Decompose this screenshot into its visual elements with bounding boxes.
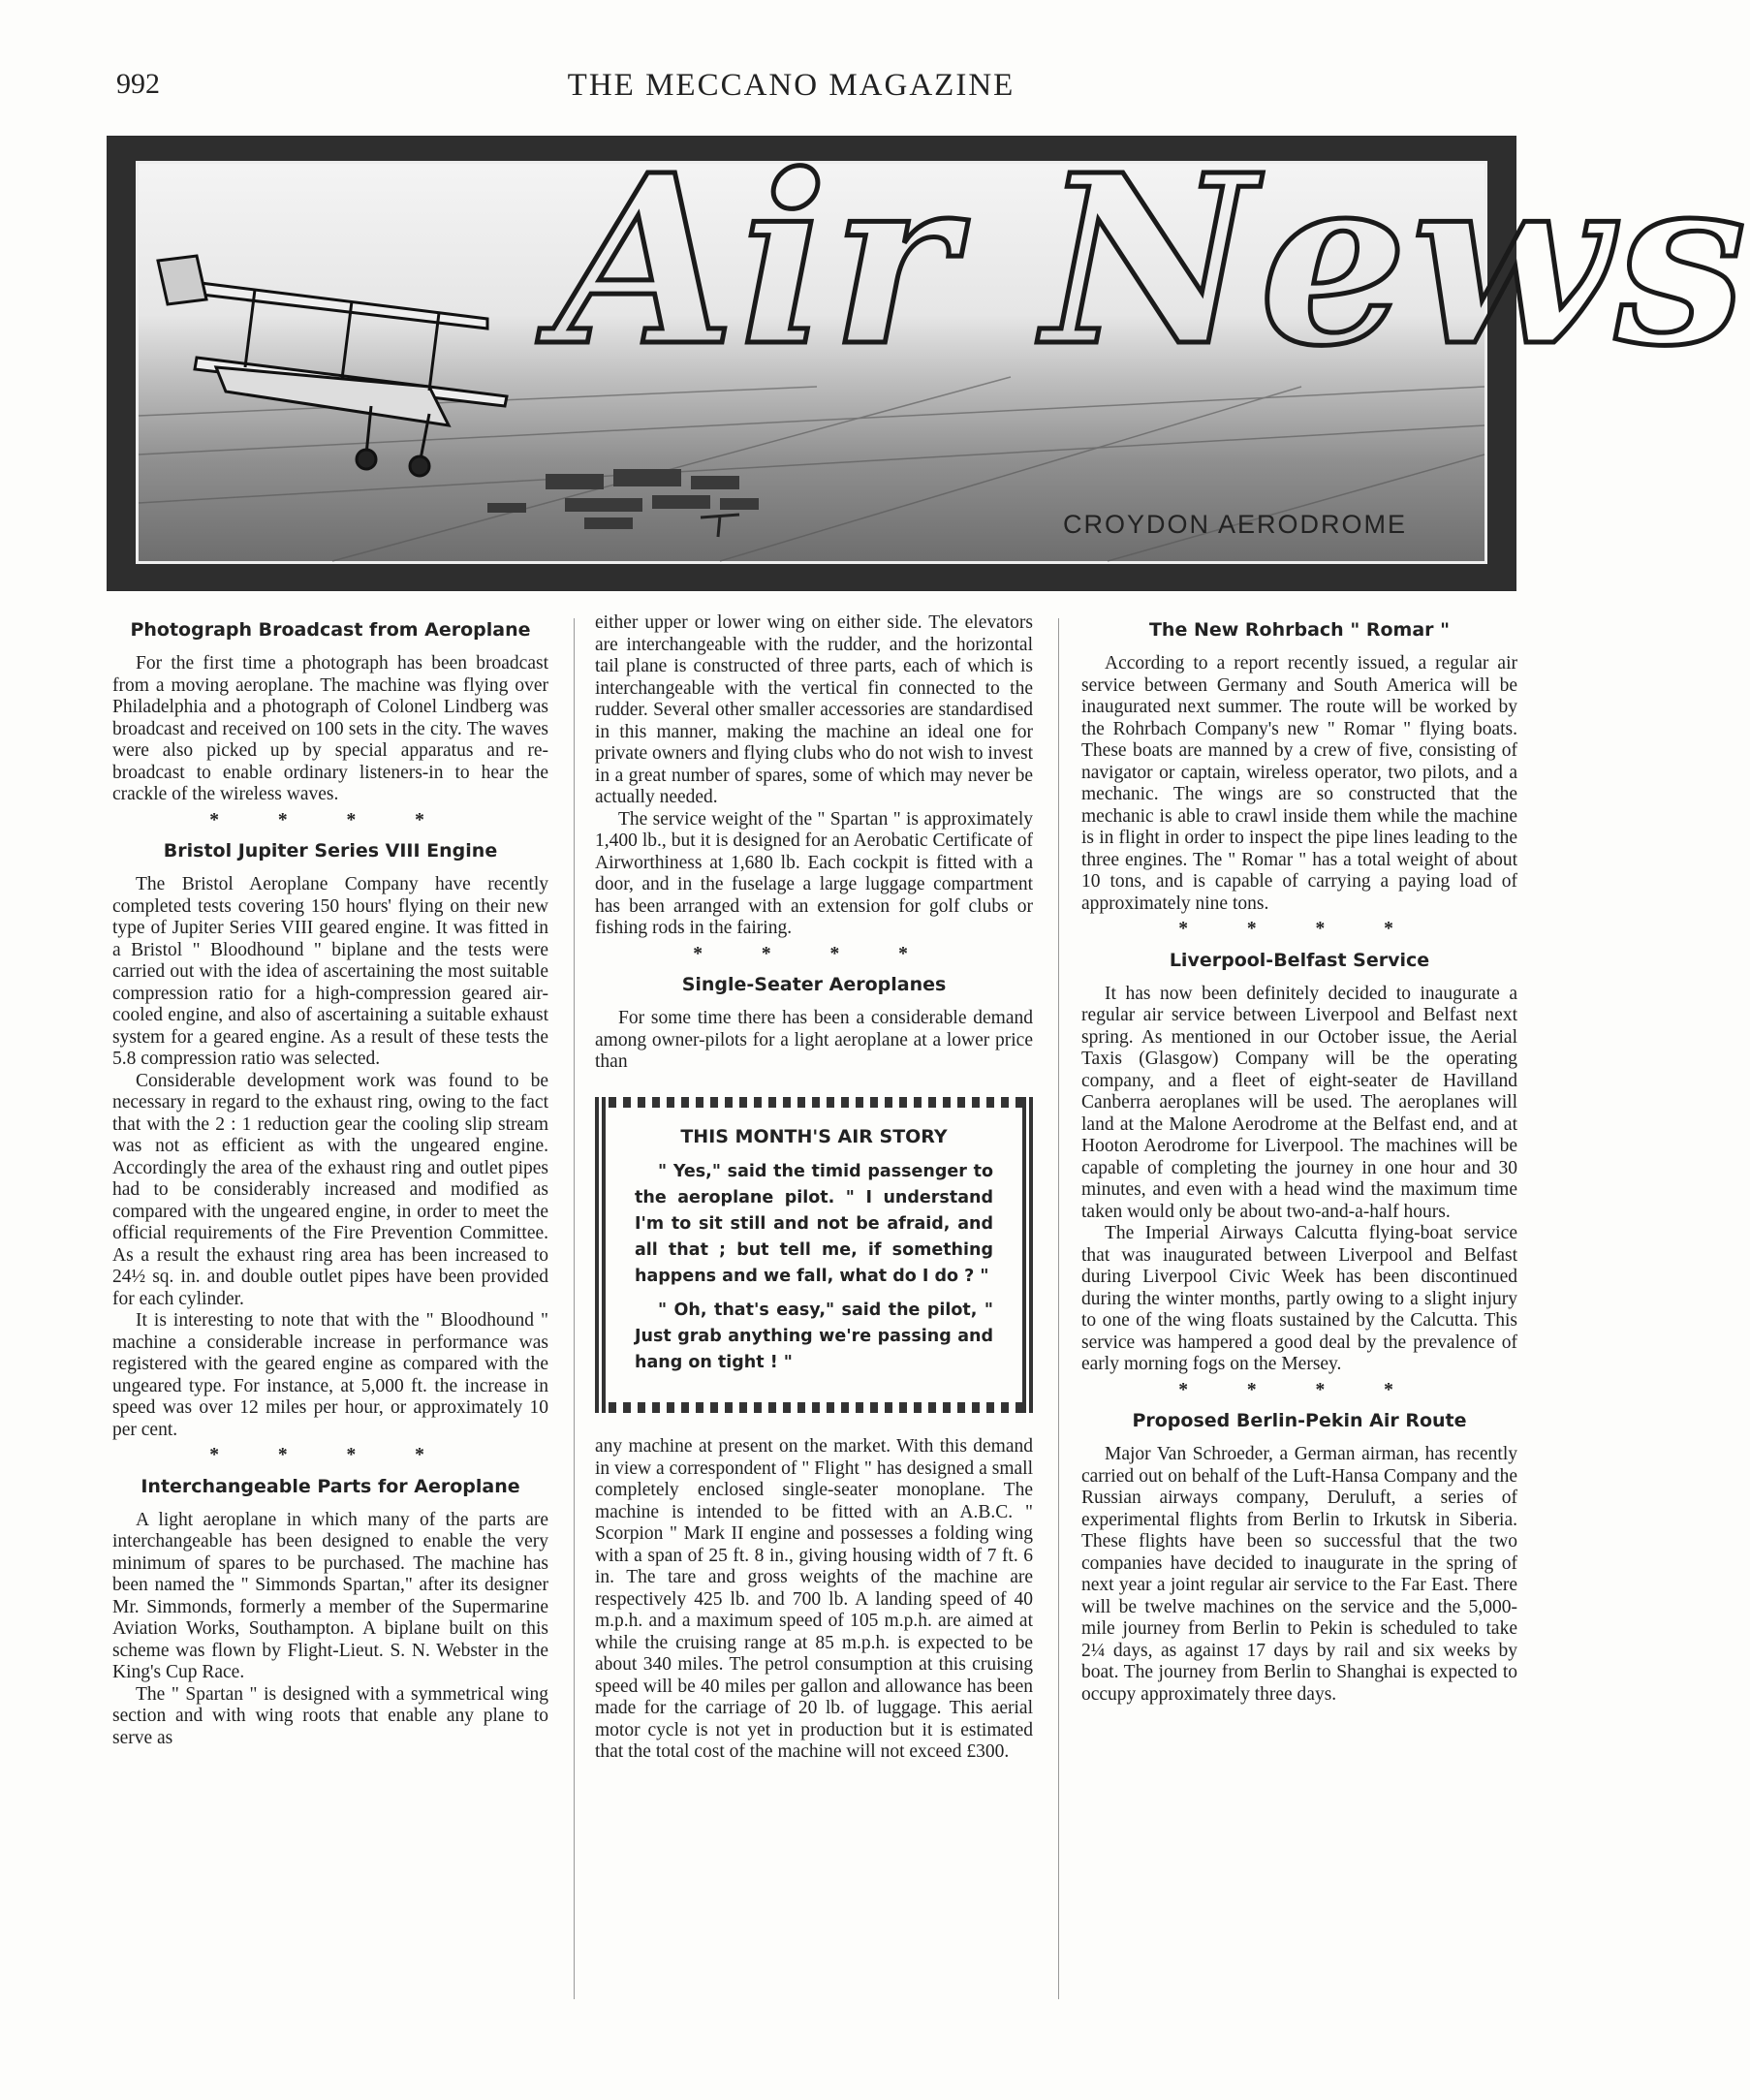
hangars-group: [487, 469, 759, 529]
article-paragraph: It has now been definitely decided to inaugurate a regular air service between Liverpool and Belfast next spring. As mentioned in our October issue, the Aerial Taxis (Glasgow) Company will be the operating company, and a fleet of eight-seater de Havilland Canberra aeroplanes will be used. The aeroplanes will land at the Malone Aerodrome at the Belfast end, and at Hooton Aerodrome for Liverpool. The machines will be capable of completing the journey in one hour and 30 minutes, and even with a head wind the maximum time taken would only be about two-and-a-half hours.: [1081, 983, 1517, 1222]
article-paragraph: The Bristol Aeroplane Company have recently completed tests covering 150 hours' flying on their new type of Jupiter Series VIII geared engine. It was fitted in a Bristol " Bloodhound " biplane and the tests were carried out with the idea of ascertaining the most suitable compression ratio for a high-compression geared air-cooled engine, and also of ascertaining a suitable exhaust system for a geared engine. As a result of these tests the 5.8 compression ratio was selected.: [112, 874, 548, 1069]
magazine-title: THE MECCANO MAGAZINE: [567, 68, 1016, 103]
article-paragraph: For some time there has been a considerable demand among owner-pilots for a light aeroplane at a lower price than: [595, 1008, 1033, 1072]
air-story-heading: THIS MONTH'S AIR STORY: [680, 1125, 948, 1147]
article-heading: Photograph Broadcast from Aeroplane: [130, 619, 531, 641]
air-story-paragraph: " Yes," said the timid passenger to the aeroplane pilot. " I understand I'm to sit still and not be afraid, and all that ; but tell me, if something happens and we fall, what do I do ? ": [635, 1162, 993, 1286]
article-paragraph: For the first time a photograph has been broadcast from a moving aeroplane. The machine was flying over Philadelphia and a photograph of Colonel Lindberg was broadcast and received on 100 sets in the city. The waves were also picked up by special apparatus and re-broadcast to enable ordinary listeners-in to hear the crackle of the wireless waves.: [112, 653, 548, 804]
page-number: 992: [116, 68, 160, 100]
air-news-banner: [107, 124, 1750, 591]
banner-illustration: [136, 124, 1750, 564]
column-2: [595, 612, 1033, 2018]
landing-t-icon: [701, 515, 739, 537]
article-heading: Bristol Jupiter Series VIII Engine: [163, 840, 498, 862]
column-1: [112, 612, 548, 2018]
article-paragraph: Considerable development work was found to be necessary in regard to the exhaust ring, owing to the fact that with the 2 : 1 reduction gear the cooling slip stream was not as efficient as with the ungeared engine. Accordingly the area of the exhaust ring and outlet pipes had to be considerably increased and modified as compared with the ungeared engine, in order to meet the official requirements of the Fire Prevention Committee. As a result the exhaust ring area has been increased to 24½ sq. in. and double outlet pipes have been provided for each cylinder.: [112, 1070, 548, 1309]
article-paragraph: A light aeroplane in which many of the parts are interchangeable has been designed to enable the very minimum of spares to be purchased. The machine has been named the " Simmonds Spartan," after its designer Mr. Simmonds, formerly a member of the Supermarine Aviation Works, Southampton. A biplane built on this scheme was flown by Flight-Lieut. S. N. Webster in the King's Cup Race.: [112, 1509, 548, 1682]
article-paragraph: It is interesting to note that with the " Bloodhound " machine a considerable increase in performance was registered with the geared engine as compared with the ungeared type. For instance, at 5,000 ft. the increase in speed was over 12 miles per hour, or approximately 10 per cent.: [112, 1310, 548, 1440]
banner-caption: CROYDON AERODROME: [1062, 510, 1407, 539]
article-heading: Proposed Berlin-Pekin Air Route: [1132, 1410, 1467, 1431]
section-separator: * * * *: [1178, 919, 1421, 939]
article-heading: Liverpool-Belfast Service: [1169, 949, 1430, 971]
column-rule: [574, 618, 575, 1999]
article-paragraph: The Imperial Airways Calcutta flying-boat service that was inaugurated between Liverpool and Belfast during Liverpool Civic Week has been discontinued during the winter months, partly owing to a slight injury to one of the wing floats sustained by the Calcutta. This service was hampered a good deal by the prevalence of early morning fogs on the Mersey.: [1081, 1223, 1517, 1374]
biplane-icon: [158, 256, 507, 476]
page-header: [107, 68, 1476, 107]
article-paragraph: The service weight of the " Spartan " is approximately 1,400 lb., but it is designed for an Aerobatic Certificate of Airworthiness at 1,680 lb. Each cockpit is fitted with a door, and in the fuselage a large luggage compartment has been arranged with an extension for golf clubs or fishing rods in the fairing.: [595, 808, 1033, 938]
article-paragraph: either upper or lower wing on either side. The elevators are interchangeable with the rudder, and the horizontal tail plane is constructed of three parts, each of which is interchangeable with the vertical fin connected to the rudder. Several other smaller accessories are standardised in this manner, making the machine an ideal one for private owners and flying clubs who do not wish to invest in a great number of spares, some of which may never be actually needed.: [595, 612, 1033, 807]
article-paragraph: any machine at present on the market. With this demand in view a correspondent of " Flight " has designed a small completely enclosed single-seater monoplane. The machine is intended to be fitted with an A.B.C. " Scorpion " Mark II engine and possesses a folding wing with a span of 25 ft. 8 in., giving housing width of 7 ft. 6 in. The tare and gross weights of the machine are respectively 425 lb. and 700 lb. A landing speed of 40 m.p.h. and a maximum speed of 105 m.p.h. are aimed at while the cruising range at 85 m.p.h. is expected to be about 340 miles. The petrol consumption at this cruising speed will be 40 miles per gallon and allowance has been made for the carriage of 20 lb. of luggage. This aerial motor cycle is not yet in production but it is estimated that the total cost of the machine will not exceed £300.: [595, 1436, 1033, 1762]
section-separator: * * * *: [693, 943, 935, 964]
air-story-paragraph: " Oh, that's easy," said the pilot, " Just grab anything we're passing and hang on tight ! ": [635, 1301, 993, 1372]
article-heading: Single-Seater Aeroplanes: [681, 974, 947, 995]
section-separator: * * * *: [209, 809, 452, 831]
column-3: [1081, 612, 1517, 2018]
article-paragraph: According to a report recently issued, a regular air service between Germany and South America will be inaugurated next summer. The route will be worked by the Rohrbach Company's new " Romar " flying boats. These boats are manned by a crew of five, consisting of navigator or captain, wireless operator, two pilots, and a mechanic. The wings are so constructed that the mechanic is able to crawl inside them while the machine is in flight in order to inspect the pipe lines leading to the three engines. The " Romar " has a total weight of about 10 tons, and is capable of carrying a paying load of approximately nine tons.: [1081, 653, 1517, 914]
article-heading: The New Rohrbach " Romar ": [1148, 619, 1451, 641]
banner-title: Air News: [555, 124, 1750, 397]
section-separator: * * * *: [209, 1445, 452, 1465]
column-rule: [1058, 618, 1059, 1999]
article-heading: Interchangeable Parts for Aeroplane: [141, 1475, 520, 1497]
air-story-box: [595, 1097, 1033, 1414]
section-separator: * * * *: [1178, 1379, 1421, 1400]
article-paragraph: The " Spartan " is designed with a symmetrical wing section and with wing roots that enable any plane to serve as: [112, 1683, 548, 1748]
article-paragraph: Major Van Schroeder, a German airman, has recently carried out on behalf of the Luft-Hansa Company and the Russian airways company, Deruluft, a series of experimental flights from Berlin to Irkutsk in Siberia. These flights have been so successful that the two companies have decided to inaugurate in the spring of next year a joint regular air service to the Far East. There will be twelve machines on the service and the 5,000-mile journey from Berlin to Pekin is scheduled to take 2¼ days, as against 17 days by rail and six weeks by boat. The journey from Berlin to Shanghai is expected to occupy approximately three days.: [1081, 1444, 1517, 1705]
